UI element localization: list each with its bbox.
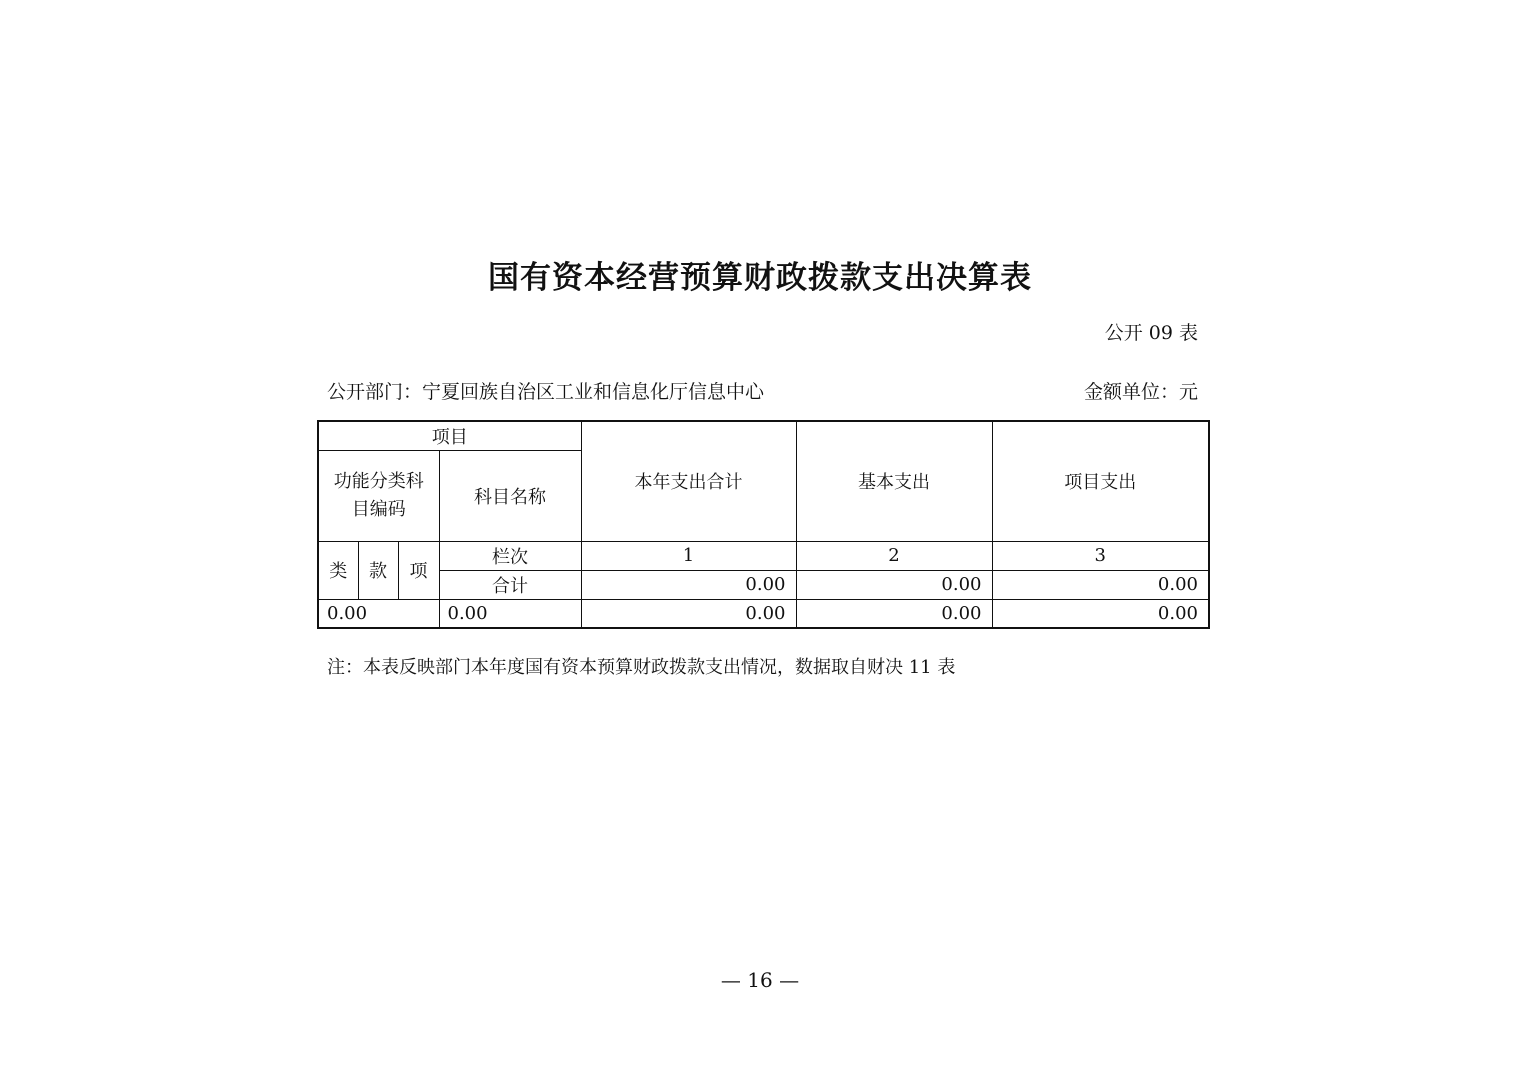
table-row [318, 599, 1209, 628]
header-lei: 类 [318, 541, 358, 599]
amount-unit-label: 金额单位：元 [1083, 381, 1198, 403]
header-subject-name: 科目名称 [439, 450, 581, 541]
form-code: 公开 09 表 [1104, 322, 1198, 344]
document-title: 国有资本经营预算财政拨款支出决算表 [488, 260, 1032, 296]
header-kuan: 款 [358, 541, 398, 599]
page-number: — 16 — [720, 968, 800, 992]
total-row-label: 合计 [439, 570, 581, 599]
row-total: 0.00 [581, 599, 796, 628]
total-row [318, 570, 1209, 599]
header-xiang: 项 [398, 541, 439, 599]
header-project-expense: 项目支出 [992, 421, 1209, 541]
row-project: 0.00 [992, 599, 1209, 628]
column-number-3: 3 [992, 541, 1209, 570]
column-row-label: 栏次 [439, 541, 581, 570]
header-total: 本年支出合计 [581, 421, 796, 541]
column-number-2: 2 [796, 541, 992, 570]
header-func-code: 功能分类科目编码 [318, 450, 439, 541]
footnote: 注：本表反映部门本年度国有资本预算财政拨款支出情况，数据取自财决 11 表 [327, 657, 956, 678]
row-func-code: 0.00 [318, 599, 439, 628]
total-row-project: 0.00 [992, 570, 1209, 599]
budget-table [317, 420, 1210, 629]
column-number-1: 1 [581, 541, 796, 570]
header-project: 项目 [318, 421, 581, 450]
row-subject-name: 0.00 [439, 599, 581, 628]
header-row-1 [318, 421, 1209, 450]
total-row-basic: 0.00 [796, 570, 992, 599]
row-basic: 0.00 [796, 599, 992, 628]
column-number-row [318, 541, 1209, 570]
total-row-total: 0.00 [581, 570, 796, 599]
department-label: 公开部门：宁夏回族自治区工业和信息化厅信息中心 [327, 381, 765, 403]
header-basic: 基本支出 [796, 421, 992, 541]
